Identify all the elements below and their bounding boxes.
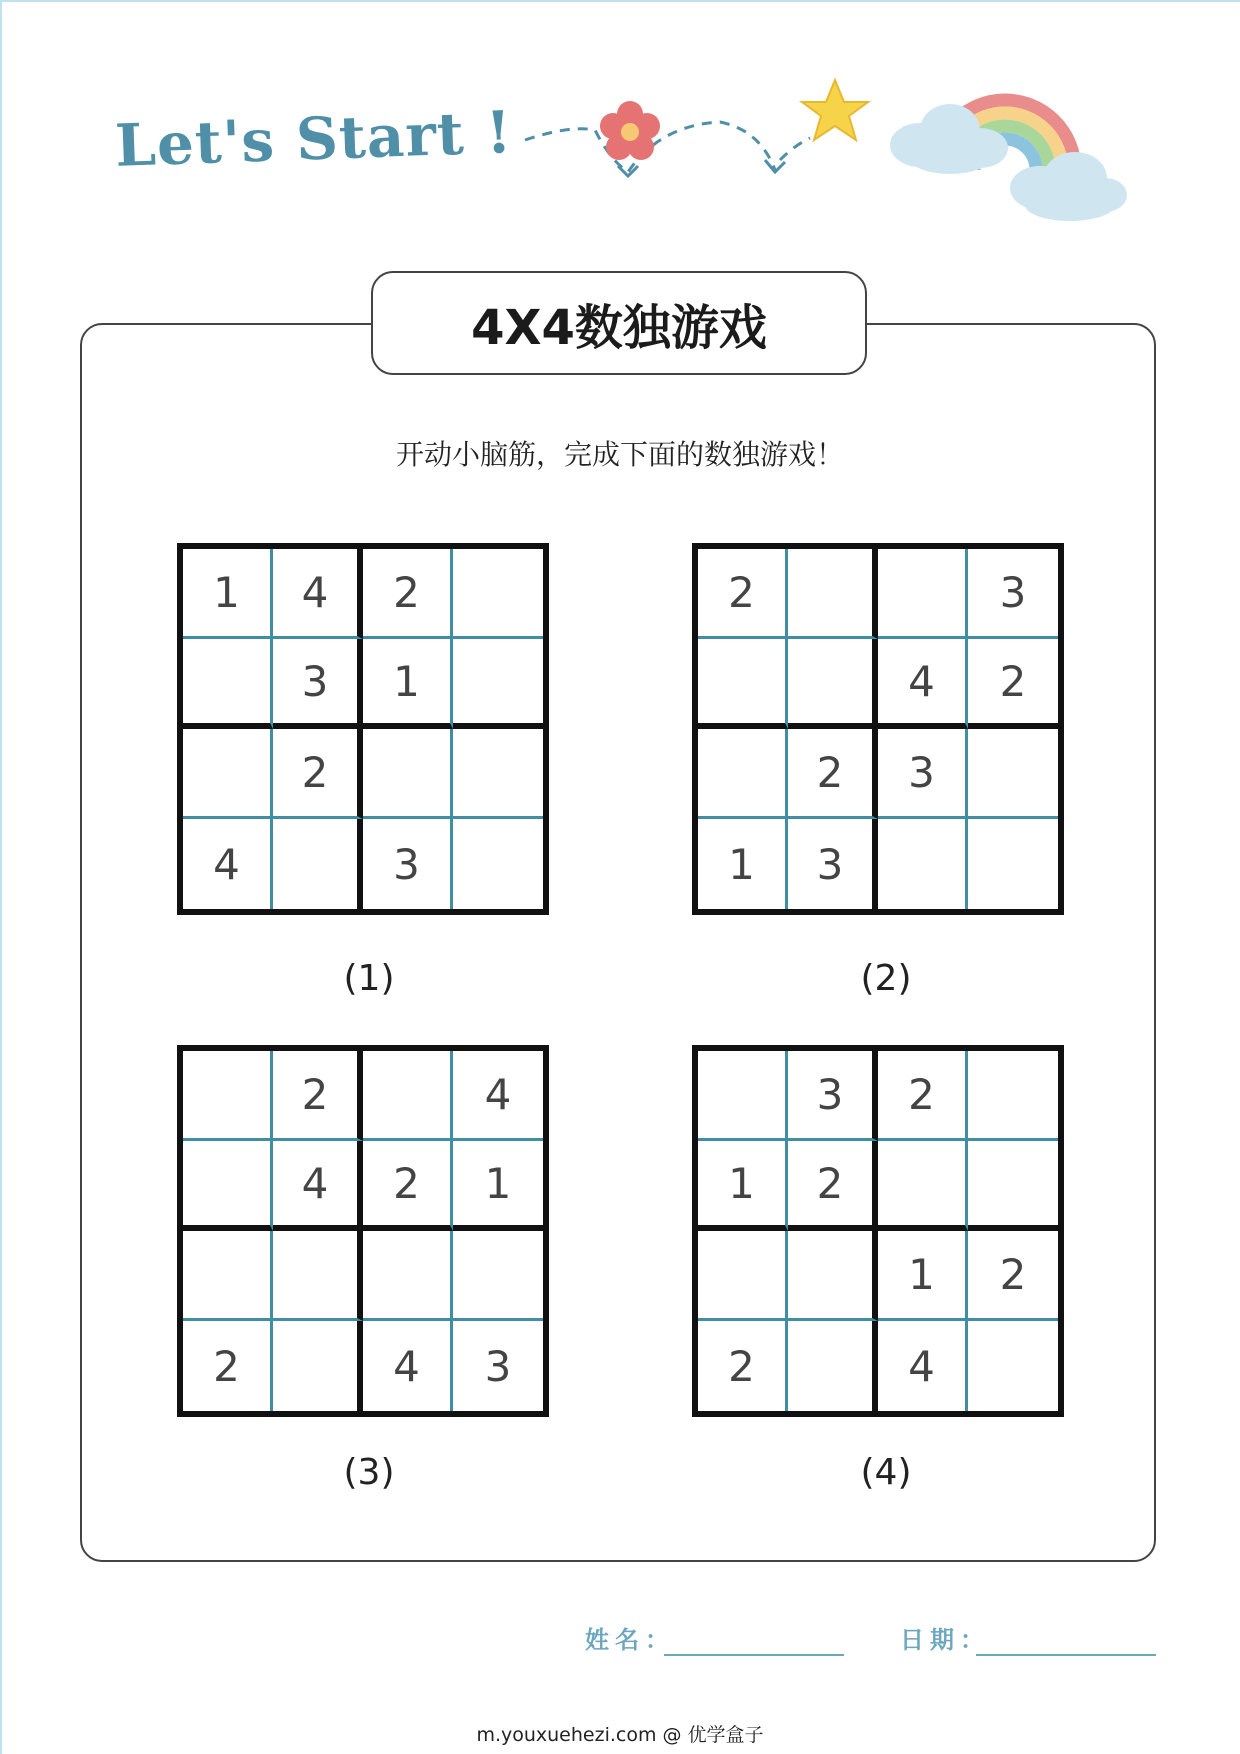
sudoku-cell[interactable] [363, 1231, 453, 1321]
sudoku-cell[interactable] [698, 639, 788, 729]
name-label: 姓名： [585, 1626, 675, 1654]
sudoku-cell: 2 [788, 1141, 878, 1231]
sudoku-cell: 4 [273, 1141, 363, 1231]
sudoku-cell[interactable] [183, 729, 273, 819]
sudoku-cell: 4 [183, 819, 273, 909]
sudoku-cell: 4 [453, 1051, 543, 1141]
sudoku-cell: 2 [968, 1231, 1058, 1321]
sudoku-cell[interactable] [968, 819, 1058, 909]
sudoku-cell[interactable] [363, 729, 453, 819]
sudoku-cell: 2 [788, 729, 878, 819]
grid-caption-4: (4) [860, 1452, 912, 1493]
sudoku-cell[interactable] [788, 639, 878, 729]
sudoku-cell: 1 [698, 1141, 788, 1231]
grid-caption-3: (3) [343, 1452, 395, 1493]
sudoku-cell[interactable] [878, 819, 968, 909]
sudoku-cell: 2 [698, 1321, 788, 1411]
sudoku-cell: 4 [878, 639, 968, 729]
sudoku-cell[interactable] [878, 1141, 968, 1231]
sudoku-grid-4 [692, 1045, 1064, 1417]
sudoku-cell[interactable] [183, 639, 273, 729]
sudoku-cell[interactable] [183, 1051, 273, 1141]
page-edge-top [0, 0, 1240, 2]
sudoku-cell[interactable] [363, 1051, 453, 1141]
sudoku-cell: 3 [788, 1051, 878, 1141]
sudoku-cell: 2 [273, 729, 363, 819]
sudoku-cell: 3 [788, 819, 878, 909]
sudoku-cell: 2 [878, 1051, 968, 1141]
sudoku-cell[interactable] [698, 1231, 788, 1321]
sudoku-cell: 3 [968, 549, 1058, 639]
date-label: 日期： [900, 1626, 990, 1654]
sudoku-cell: 1 [453, 1141, 543, 1231]
sudoku-cell[interactable] [273, 1231, 363, 1321]
name-field-line[interactable] [664, 1654, 844, 1656]
sudoku-cell: 3 [484, 1341, 512, 1391]
sudoku-cell[interactable] [183, 1141, 273, 1231]
header-title: Let's Start ! [113, 98, 514, 180]
sudoku-cell[interactable] [968, 1321, 1058, 1411]
sudoku-cell: 3 [273, 639, 363, 729]
sudoku-cell[interactable] [968, 729, 1058, 819]
sudoku-cell[interactable] [968, 1051, 1058, 1141]
sudoku-cell: 3 [363, 819, 453, 909]
sudoku-cell: 1 [183, 549, 273, 639]
sudoku-cell[interactable] [453, 729, 543, 819]
header-decoration [510, 70, 1130, 230]
sudoku-grid-1 [177, 543, 549, 915]
sudoku-grid-2 [692, 543, 1064, 915]
sudoku-cell: 4 [878, 1321, 968, 1411]
sudoku-cell: 2 [273, 1051, 363, 1141]
sudoku-cell: 1 [363, 639, 453, 729]
sudoku-cell: 2 [698, 549, 788, 639]
sudoku-cell[interactable] [273, 819, 363, 909]
star-icon [802, 80, 868, 140]
sudoku-cell[interactable] [453, 819, 543, 909]
sudoku-cell: 4 [363, 1321, 453, 1411]
sudoku-cell[interactable] [453, 549, 543, 639]
date-field-line[interactable] [976, 1654, 1156, 1656]
sudoku-cell: 4 [273, 549, 363, 639]
sudoku-cell[interactable] [698, 1051, 788, 1141]
sudoku-cell[interactable] [273, 1321, 363, 1411]
sudoku-cell: 2 [968, 639, 1058, 729]
sudoku-cell[interactable] [788, 549, 878, 639]
sudoku-cell: 2 [183, 1321, 273, 1411]
sudoku-cell[interactable] [453, 1231, 543, 1321]
sudoku-cell[interactable] [183, 1231, 273, 1321]
flower-icon [600, 101, 660, 160]
sudoku-cell: 1 [878, 1231, 968, 1321]
sudoku-cell: 2 [363, 549, 453, 639]
sudoku-cell[interactable] [788, 1321, 878, 1411]
sudoku-grid-3 [177, 1045, 549, 1417]
sudoku-cell: 2 [363, 1141, 453, 1231]
sudoku-cell[interactable] [698, 729, 788, 819]
site-footer: m.youxuehezi.com @ 优学盒子 [476, 1724, 764, 1746]
instruction-text: 开动小脑筋，完成下面的数独游戏！ [395, 438, 844, 471]
page-edge [0, 0, 2, 1754]
grid-caption-1: (1) [343, 958, 395, 999]
sudoku-cell[interactable] [968, 1141, 1058, 1231]
grid-caption-2: (2) [860, 958, 912, 999]
sudoku-cell: 1 [698, 819, 788, 909]
page-title: 4X4数独游戏 [371, 271, 867, 375]
sudoku-cell[interactable] [788, 1231, 878, 1321]
sudoku-cell[interactable] [453, 639, 543, 729]
sudoku-cell: 3 [878, 729, 968, 819]
sudoku-cell[interactable] [878, 549, 968, 639]
